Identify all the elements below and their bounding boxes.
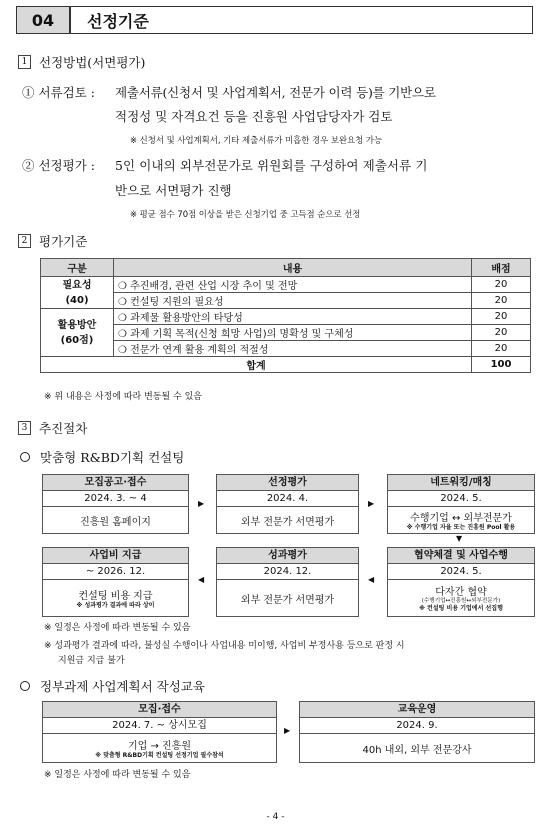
- table-row: [41, 325, 531, 341]
- rbd-heading: 맞춤형 R&BD기획 컨설팅: [20, 448, 184, 466]
- edu-step-operation: 교육운영 2024. 9. 40h 내외, 외부 전문강사: [299, 701, 535, 763]
- subsection-title: 평가기준: [39, 234, 88, 249]
- method-2-line1: 5인 이내의 외부전문가로 위원회를 구성하여 제출서류 기: [115, 158, 428, 173]
- row-score: 20: [472, 277, 531, 293]
- subsection-evaluation: [18, 232, 87, 250]
- arrow-down-icon: ▼: [456, 534, 463, 543]
- category-need: 필요성 (40): [41, 277, 114, 309]
- subsection-selection-method: [18, 53, 145, 71]
- row-content: ❍ 추진배경, 관련 산업 시장 추이 및 전망: [114, 277, 472, 293]
- row-score: 20: [472, 325, 531, 341]
- payment-note-line2: 지원금 지급 불가: [58, 656, 125, 666]
- arrow-right-icon: ▶: [198, 499, 205, 508]
- total-label: 합계: [41, 357, 472, 373]
- row-score: 20: [472, 341, 531, 357]
- table-row: [41, 341, 531, 357]
- method-1-note: ※ 신청서 및 사업계획서, 기타 제출서류가 미흡한 경우 보완요청 가능: [130, 135, 383, 145]
- table-note: ※ 위 내용은 사정에 따라 변동될 수 있음: [44, 392, 202, 402]
- boxed-number: 3: [18, 421, 31, 435]
- subsection-procedure: [18, 419, 87, 437]
- subsection-title: 선정방법(서면평가): [39, 55, 146, 70]
- method-2-label: ② 선정평가 :: [22, 158, 95, 173]
- boxed-number: 1: [18, 55, 31, 69]
- boxed-number: 2: [18, 234, 31, 248]
- arrow-left-icon: ◀: [198, 575, 205, 584]
- subsection-title: 추진절차: [39, 421, 88, 436]
- table-header-row: [41, 259, 531, 277]
- method-1-line1: 제출서류(신청서 및 사업계획서, 전문가 이력 등)를 기반으로: [115, 85, 436, 100]
- row-content: ❍ 과제물 활용방안의 타당성: [114, 309, 472, 325]
- edu-heading: 정부과제 사업계획서 작성교육: [20, 677, 205, 695]
- row-content: ❍ 전문가 연계 활용 계획의 적절성: [114, 341, 472, 357]
- process-step-matching: 네트워킹/매칭 2024. 5. 수행기업 ↔ 외부전문가 ※ 수행기업 자율 또는 진흥원 Pool 활용: [387, 474, 535, 534]
- category-usage: 활용방안 (60점): [41, 309, 114, 357]
- process-step-agreement: 협약체결 및 사업수행 2024. 5. 다자간 협약 (수행기업↔진흥원↔외부전문가) ※ 컨설팅 비용 기업에서 선집행: [387, 547, 535, 617]
- edu-step-recruit: 모집·접수 2024. 7. ~ 상시모집 기업 → 진흥원 ※ 맞춤형 R&BD기획 컨설팅 선정기업 필수참석: [42, 701, 277, 763]
- total-row: [41, 357, 531, 373]
- row-content: ❍ 컨설팅 지원의 필요성: [114, 293, 472, 309]
- process-step-payment: 사업비 지급 ~ 2026. 12. 컨설팅 비용 지급 ※ 성과평가 결과에 따라 상이: [42, 547, 189, 617]
- table-row: [41, 309, 531, 325]
- method-1-line2: 적정성 및 자격요건 등을 진흥원 사업담당자가 검토: [115, 109, 393, 124]
- schedule-note: ※ 일정은 사정에 따라 변동될 수 있음: [44, 623, 191, 633]
- header-score: 배점: [472, 259, 531, 277]
- row-score: 20: [472, 309, 531, 325]
- arrow-right-icon: ▶: [284, 726, 291, 735]
- total-score: 100: [472, 357, 531, 373]
- method-2-note: ※ 평균 점수 70점 이상을 받은 신청기업 중 고득점 순으로 선정: [130, 209, 361, 219]
- table-row: [41, 293, 531, 309]
- evaluation-table: [40, 258, 531, 373]
- process-step-selection: 선정평가 2024. 4. 외부 전문가 서면평가: [216, 474, 359, 534]
- method-2-line2: 반으로 서면평가 진행: [115, 183, 232, 198]
- circle-bullet-icon: [20, 681, 30, 691]
- section-number: 04: [17, 7, 71, 33]
- page-number: - 4 -: [266, 812, 285, 822]
- circle-bullet-icon: [20, 452, 30, 462]
- payment-note-line1: ※ 성과평가 결과에 따라, 불성실 수행이나 사업내용 미이행, 사업비 부정사용 등으로 판정 시: [44, 641, 405, 651]
- arrow-left-icon: ◀: [368, 575, 375, 584]
- row-content: ❍ 과제 기획 목적(신청 희망 사업)의 명확성 및 구체성: [114, 325, 472, 341]
- row-score: 20: [472, 293, 531, 309]
- table-row: [41, 277, 531, 293]
- header-category: 구분: [41, 259, 114, 277]
- process-step-evaluation: 성과평가 2024. 12. 외부 전문가 서면평가: [216, 547, 359, 617]
- section-title: 선정기준: [87, 11, 149, 31]
- header-content: 내용: [114, 259, 472, 277]
- process-step-recruit: 모집공고·접수 2024. 3. ~ 4 진흥원 홈페이지: [42, 474, 189, 534]
- edu-note: ※ 일정은 사정에 따라 변동될 수 있음: [44, 770, 191, 780]
- arrow-right-icon: ▶: [368, 499, 375, 508]
- method-1-label: ① 서류검토 :: [22, 85, 95, 100]
- section-header: [16, 6, 533, 34]
